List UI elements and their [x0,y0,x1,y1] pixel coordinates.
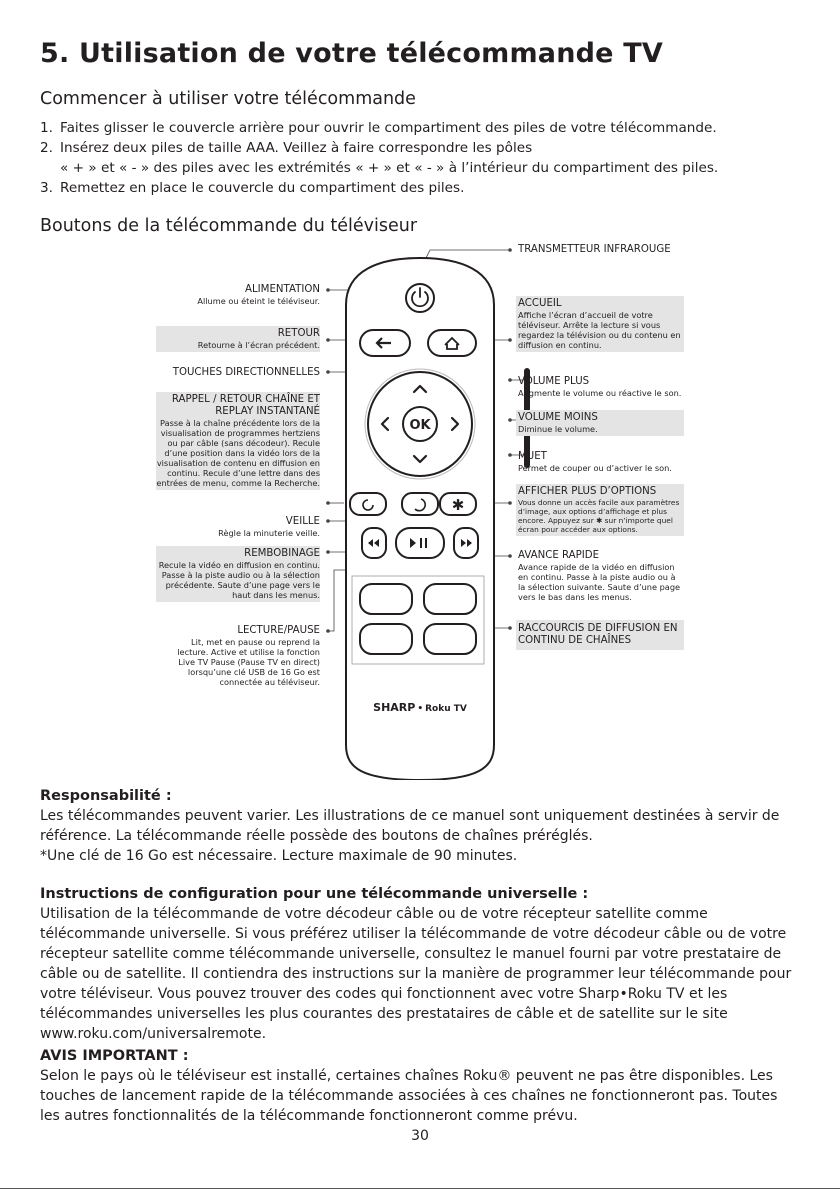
important-notice-section [40,1046,800,1126]
shortcut-button-4 [424,624,476,654]
responsabilite-heading: Responsabilité : [40,788,172,804]
responsabilite-note: *Une clé de 16 Go est nécessaire. Lecture maximale de 90 minutes. [40,848,518,864]
home-button [428,330,476,356]
page-number: 30 [411,1128,429,1144]
universal-remote-text: Utilisation de la télécommande de votre décodeur câble ou de votre récepteur satellite comme télécommande universelle. Si vous préférez utiliser la télécommande de votre décodeur câble ou de votre récepteur satellite comme télécommande universelle, consultez le manuel fourni par votre prestataire de câble ou de satellite. Il contiendra des instructions sur la manière de programmer leur télécommande pour votre téléviseur. Vous pouvez trouver des codes qui fonctionnent avec votre Sharp•Roku TV et les télécommandes universelles les plus courantes des prestataires de câble et de satellite sur le site www.roku.com/universalremote. [40,906,792,1042]
label-sleep: VEILLE Règle la minuterie veille. [218,516,320,538]
universal-remote-section [40,884,800,1044]
label-fast-forward: AVANCE RAPIDE Avance rapide de la vidéo en diffusion en continu. Passe à la piste audio ou à la sélection suivante. Saute d’une page vers le bas dans les menus. [518,550,681,602]
label-home: ACCUEIL Affiche l’écran d’accueil de votre téléviseur. Arrête la lecture si vous regardez la télévision ou du contenu en diffusion en continu. [516,296,684,352]
step-item: 2. Insérez deux piles de taille AAA. Veillez à faire correspondre les pôles [40,140,533,156]
step-item: « + » et « - » des piles avec les extrémités « + » et « - » à l’intérieur du compartiment des piles. [60,160,719,176]
steps-list [40,118,820,198]
page-title: 5. Utilisation de votre télécommande TV [40,38,663,69]
section-title-buttons: Boutons de la télécommande du téléviseur [40,216,418,236]
label-ir: TRANSMETTEUR INFRAROUGE [518,244,671,255]
universal-remote-heading: Instructions de configuration pour une télécommande universelle : [40,886,589,902]
shortcut-button-2 [424,584,476,614]
label-options: AFFICHER PLUS D’OPTIONS Vous donne un accès facile aux paramètres d’image, aux options d’affichage et plus encore. Appuyez sur ✱ sur n’importe quel écran pour accéder aux options. [516,484,684,536]
bottom-rule [0,1188,840,1189]
label-power: ALIMENTATION Allume ou éteint le téléviseur. [197,284,320,306]
remote-diagram [0,240,840,780]
step-item: 3. Remettez en place le couvercle du compartiment des piles. [40,180,465,196]
label-directional: TOUCHES DIRECTIONNELLES [172,367,320,378]
responsabilite-text: Les télécommandes peuvent varier. Les illustrations de ce manuel sont uniquement destinées à servir de référence. La télécommande réelle possède des boutons de chaînes préréglés. [40,808,780,844]
sleep-button [402,493,438,515]
step-item: 1. Faites glisser le couvercle arrière pour ouvrir le compartiment des piles de votre télécommande. [40,120,717,136]
shortcut-button-1 [360,584,412,614]
ok-label: OK [409,418,431,433]
important-notice-heading: AVIS IMPORTANT : [40,1048,189,1064]
label-volume-up: VOLUME PLUS Augmente le volume ou réactive le son. [518,376,682,398]
label-replay: RAPPEL / RETOUR CHAÎNE ET REPLAY INSTANTANÉ Passe à la chaîne précédente lors de la visualisation de programmes hertziens ou par câble (sans décodeur). Recule d’une position dans la vidéo lors de la visualisation de contenu en diffusion en continu. Recule d’une lettre dans des entrées de menu, comme la Recherche. [156,394,320,488]
brand-logo: SHARP • Roku TV [373,701,467,714]
label-rewind: REMBOBINAGE Recule la vidéo en diffusion en continu. Passe à la piste audio ou à la sélection précédente. Saute d’une page vers le haut dans les menus. [156,546,320,602]
important-notice-text: Selon le pays où le téléviseur est installé, certaines chaînes Roku® peuvent ne pas être disponibles. Les touches de lancement rapide de la télécommande associées à ces chaînes ne fonctionneront pas. Toutes les autres fonctionnalités de la télécommande fonctionneront comme prévu. [40,1068,778,1124]
label-shortcuts: RACCOURCIS DE DIFFUSION EN CONTINU DE CHAÎNES [516,620,684,650]
label-play-pause: LECTURE/PAUSE Lit, met en pause ou reprend la lecture. Active et utilise la fonction Live TV Pause (Pause TV en direct) lorsqu’une clé USB de 16 Go est connectée au téléviseur. [177,625,320,687]
star-icon: ✱ [451,496,465,514]
replay-button [350,493,386,515]
label-mute: MUET Permet de couper ou d’activer le son. [518,451,672,473]
label-back: RETOUR Retourne à l’écran précédent. [156,326,320,352]
section-title-start: Commencer à utiliser votre télécommande [40,89,416,109]
responsabilite-section [40,786,800,866]
shortcut-button-3 [360,624,412,654]
label-volume-down: VOLUME MOINS Diminue le volume. [516,410,684,436]
